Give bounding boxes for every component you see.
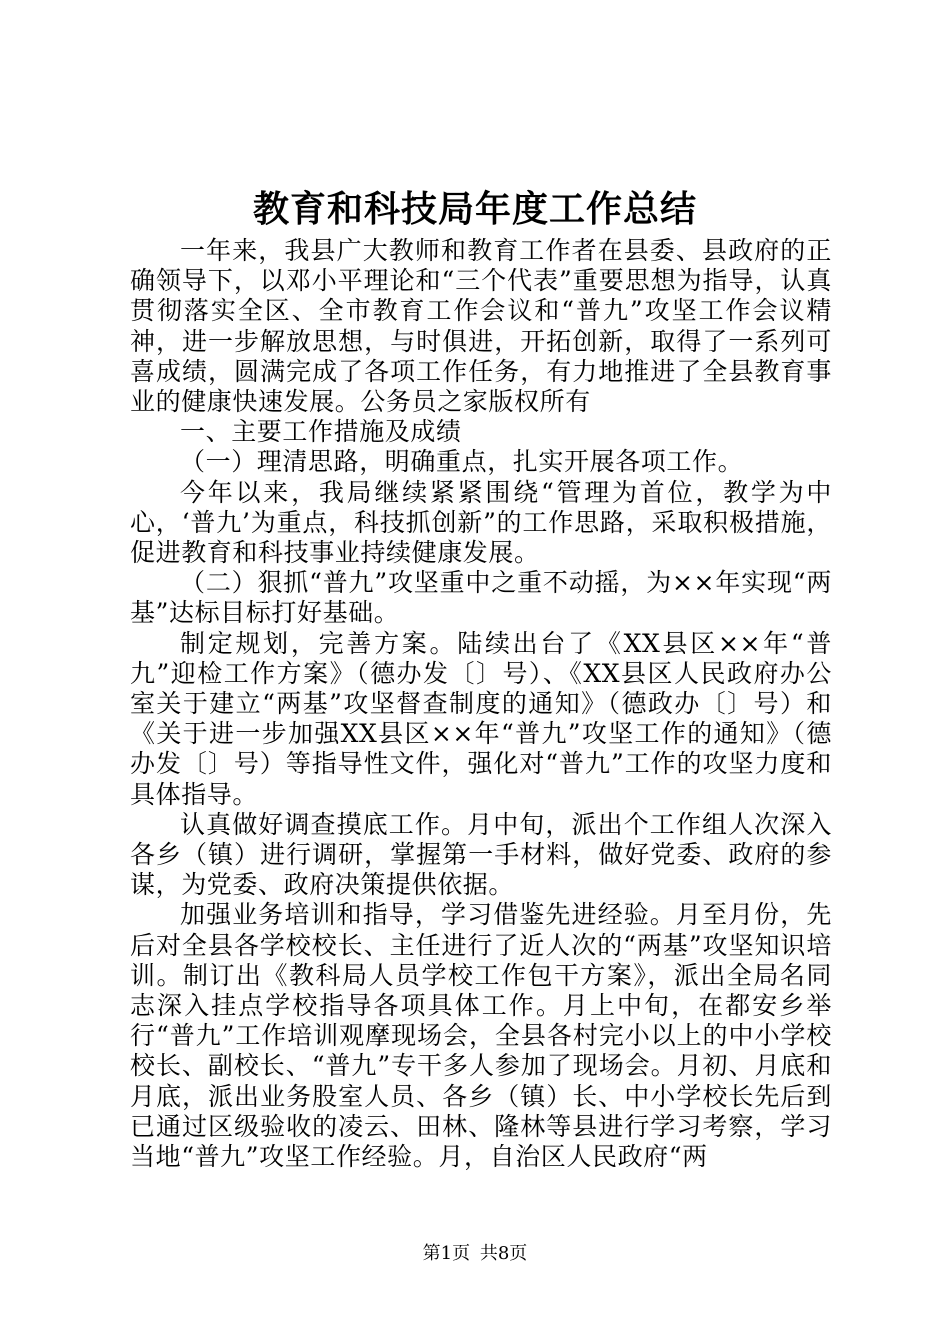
section-heading-main-measures: 一、主要工作措施及成绩 (180, 417, 462, 447)
document-title: 教育和科技局年度工作总结 (252, 189, 697, 230)
paragraph-intro: 一年来，我县广大教师和教育工作者在县委、县政府的正确领导下，以邓小平理论和“三个代表”重要思想为指导，认真贯彻落实全区、全市教育工作会议和“普九”攻坚工作会议精神，进一步解放思想，与时俱进，开拓创新，取得了一系列可喜成绩，圆满完成了各项工作任务，有力地推进了全县教育事业的健康快速发展。公务员之家版权所有 (130, 236, 832, 417)
paragraph-survey: 认真做好调查摸底工作。月中旬，派出个工作组人次深入各乡（镇）进行调研，掌握第一手材料，做好党委、政府的参谋，为党委、政府决策提供依据。 (130, 809, 832, 900)
page-total: 共8页 (479, 1243, 528, 1264)
page-number: 第1页 (422, 1243, 471, 1264)
page-footer (0, 1242, 950, 1266)
subsection-heading-1: （一）理清思路，明确重点，扎实开展各项工作。 (180, 447, 744, 477)
subsection-heading-2: （二）狠抓“普九”攻坚重中之重不动摇，为××年实现“两基”达标目标打好基础。 (130, 568, 832, 628)
paragraph-planning: 制定规划，完善方案。陆续出台了《XX县区××年“普九”迎检工作方案》（德办发〔〕号）、《XX县区人民政府办公室关于建立“两基”攻坚督查制度的通知》（德政办〔〕号）和《关于进一步加强XX县区××年“普九”攻坚工作的通知》（德办发〔〕号）等指导性文件，强化对“普九”工作的攻坚力度和具体指导。 (130, 628, 832, 809)
document-body (130, 236, 832, 1172)
paragraph-work-approach: 今年以来，我局继续紧紧围绕“管理为首位，教学为中心，‘普九’为重点，科技抓创新”的工作思路，采取积极措施，促进教育和科技事业持续健康发展。 (130, 477, 832, 568)
paragraph-training: 加强业务培训和指导，学习借鉴先进经验。月至月份，先后对全县各学校校长、主任进行了近人次的“两基”攻坚知识培训。制订出《教科局人员学校工作包干方案》，派出全局名同志深入挂点学校指导各项具体工作。月上中旬，在都安乡举行“普九”工作培训观摩现场会，全县各村完小以上的中小学校校长、副校长、“普九”专干多人参加了现场会。月初、月底和月底，派出业务股室人员、各乡（镇）长、中小学校长先后到已通过区级验收的凌云、田林、隆林等县进行学习考察，学习当地“普九”攻坚工作经验。月，自治区人民政府“两 (130, 900, 832, 1172)
